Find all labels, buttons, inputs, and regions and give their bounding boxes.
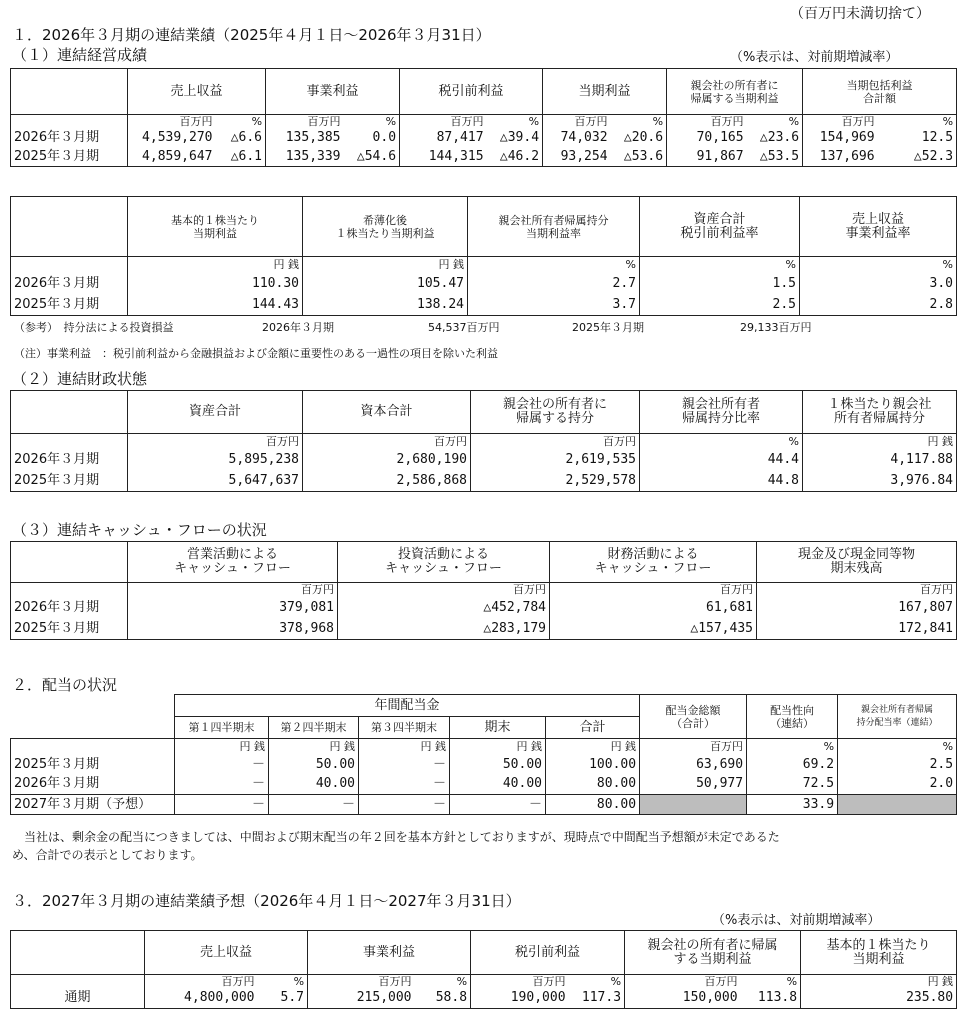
value-cell: 69.2 — [747, 755, 838, 775]
section1-subtitle: （１）連結経営成績 — [12, 46, 148, 64]
unit-cell: 円 銭 — [546, 739, 640, 755]
col-header: 配当性向 （連結） — [747, 695, 838, 739]
value-cell: － — [175, 795, 269, 815]
col-header: 売上収益 — [128, 69, 266, 115]
unit-cell: 百万円 — [338, 583, 550, 598]
value-cell: － — [175, 755, 269, 775]
table-row — [11, 129, 957, 148]
value-cell: 40.00 — [269, 775, 359, 795]
value-cell: 150,000 — [625, 989, 741, 1009]
value-cell: 50,977 — [640, 775, 747, 795]
value-cell: 2,529,578 — [471, 471, 640, 492]
value-cell — [640, 795, 747, 815]
group-header: 年間配当金 — [175, 695, 640, 717]
value-cell: 91,867 — [667, 148, 747, 167]
value-cell: 215,000 — [308, 989, 415, 1009]
unit-cell: 円 銭 — [128, 257, 303, 274]
value-cell: 137,696 — [803, 148, 878, 167]
unit-cell: 百万円 — [400, 115, 487, 129]
dividend-table — [10, 694, 957, 815]
unit-cell: 百万円 — [266, 115, 344, 129]
col-header: 親会社の所有者に 帰属する持分 — [471, 391, 640, 434]
col-header: 親会社所有者 帰属持分比率 — [640, 391, 803, 434]
table-row — [11, 619, 957, 640]
value-cell: 379,081 — [128, 598, 338, 619]
col-header: 配当金総額 （合計） — [640, 695, 747, 739]
footnote: （注）事業利益 ：税引前利益から金融損益および金額に重要性のある一過性の項目を除いた利益 — [14, 347, 498, 360]
value-cell: 2,619,535 — [471, 450, 640, 471]
value-cell: － — [175, 775, 269, 795]
value-cell: △6.1 — [216, 148, 266, 167]
value-cell: △54.6 — [344, 148, 400, 167]
unit-cell: % — [468, 257, 640, 274]
row-label: 2025年３月期 — [11, 471, 128, 492]
value-cell: 80.00 — [546, 775, 640, 795]
reference-value-1: 54,537百万円 — [428, 321, 500, 334]
col-header: 基本的１株当たり 当期利益 — [128, 197, 303, 257]
table-row — [11, 795, 957, 815]
col-header: 税引前利益 — [471, 931, 625, 975]
unit-cell: 円 銭 — [175, 739, 269, 755]
value-cell: 235.80 — [801, 989, 957, 1009]
col-header: 税引前利益 — [400, 69, 543, 115]
table-row — [11, 471, 957, 492]
cash-flow-table — [10, 541, 957, 640]
value-cell: 72.5 — [747, 775, 838, 795]
value-cell: △53.5 — [747, 148, 803, 167]
value-cell: 2.5 — [640, 295, 800, 316]
value-cell: 3.0 — [800, 274, 957, 295]
unit-cell: 百万円 — [667, 115, 747, 129]
unit-cell: % — [878, 115, 957, 129]
col-header: 親会社所有者帰属持分 当期利益率 — [468, 197, 640, 257]
unit-cell: % — [216, 115, 266, 129]
per-share-table — [10, 196, 957, 316]
value-cell: 5,895,238 — [128, 450, 303, 471]
value-cell: 105.47 — [303, 274, 468, 295]
col-header: 第２四半期末 — [269, 717, 359, 739]
value-cell: 50.00 — [450, 755, 546, 775]
col-header: 親会社所有者帰属 持分配当率（連結） — [838, 695, 957, 739]
value-cell: 87,417 — [400, 129, 487, 148]
value-cell: 135,339 — [266, 148, 344, 167]
value-cell: 172,841 — [757, 619, 957, 640]
value-cell: 144.43 — [128, 295, 303, 316]
value-cell: 4,117.88 — [803, 450, 957, 471]
value-cell: 12.5 — [878, 129, 957, 148]
unit-cell: 百万円 — [625, 975, 741, 989]
value-cell: 100.00 — [546, 755, 640, 775]
pct-note: （%表示は、対前期増減率） — [730, 50, 899, 65]
unit-cell: % — [344, 115, 400, 129]
value-cell: 2.7 — [468, 274, 640, 295]
col-header: 資産合計 税引前利益率 — [640, 197, 800, 257]
value-cell: 3,976.84 — [803, 471, 957, 492]
forecast-title: ３．2027年３月期の連結業績予想（2026年４月１日～2027年３月31日） — [12, 892, 521, 910]
unit-cell: 百万円 — [471, 975, 569, 989]
row-label: 2026年３月期 — [11, 274, 128, 295]
unit-cell: 百万円 — [128, 434, 303, 450]
value-cell: 5,647,637 — [128, 471, 303, 492]
unit-cell: % — [640, 434, 803, 450]
header-blank — [11, 69, 128, 115]
dividend-title: ２．配当の状況 — [12, 676, 118, 694]
col-header: 資産合計 — [128, 391, 303, 434]
unit-cell: % — [640, 257, 800, 274]
unit-note: （百万円未満切捨て） — [790, 6, 930, 22]
value-cell: △39.4 — [487, 129, 543, 148]
value-cell: 2,680,190 — [303, 450, 471, 471]
unit-cell: 百万円 — [543, 115, 611, 129]
value-cell: 3.7 — [468, 295, 640, 316]
row-label: 2025年３月期 — [11, 619, 128, 640]
row-label: 2026年３月期 — [11, 129, 128, 148]
value-cell: 4,539,270 — [128, 129, 216, 148]
unit-cell: % — [747, 739, 838, 755]
value-cell: 4,859,647 — [128, 148, 216, 167]
unit-cell: 円 銭 — [269, 739, 359, 755]
value-cell: － — [359, 775, 450, 795]
value-cell: 0.0 — [344, 129, 400, 148]
value-cell: 113.8 — [741, 989, 801, 1009]
value-cell: 4,800,000 — [145, 989, 258, 1009]
value-cell: － — [450, 795, 546, 815]
reference-period-2: 2025年３月期 — [572, 321, 644, 334]
unit-cell: % — [838, 739, 957, 755]
unit-cell: 円 銭 — [303, 257, 468, 274]
value-cell: 190,000 — [471, 989, 569, 1009]
value-cell: － — [359, 755, 450, 775]
value-cell: 93,254 — [543, 148, 611, 167]
unit-cell: 百万円 — [471, 434, 640, 450]
table-row — [11, 450, 957, 471]
unit-cell: 百万円 — [308, 975, 415, 989]
table-row — [11, 295, 957, 316]
value-cell: 33.9 — [747, 795, 838, 815]
col-header: 営業活動による キャッシュ・フロー — [128, 542, 338, 583]
value-cell: 44.8 — [640, 471, 803, 492]
unit-cell: 円 銭 — [801, 975, 957, 989]
value-cell: 110.30 — [128, 274, 303, 295]
value-cell: 1.5 — [640, 274, 800, 295]
col-header: 期末 — [450, 717, 546, 739]
row-label: 通期 — [11, 989, 145, 1009]
value-cell: △6.6 — [216, 129, 266, 148]
col-header: 第１四半期末 — [175, 717, 269, 739]
table-row — [11, 989, 957, 1009]
forecast-table — [10, 930, 957, 1009]
value-cell: 40.00 — [450, 775, 546, 795]
value-cell: 44.4 — [640, 450, 803, 471]
dividend-note-2: め、合計での表示としております。 — [12, 848, 203, 862]
col-header: 投資活動による キャッシュ・フロー — [338, 542, 550, 583]
table-row — [11, 148, 957, 167]
value-cell: 167,807 — [757, 598, 957, 619]
unit-cell: 百万円 — [550, 583, 757, 598]
value-cell — [838, 795, 957, 815]
value-cell: 154,969 — [803, 129, 878, 148]
value-cell: △452,784 — [338, 598, 550, 619]
table-row — [11, 598, 957, 619]
unit-cell: % — [800, 257, 957, 274]
unit-cell: % — [415, 975, 471, 989]
value-cell: 5.7 — [258, 989, 308, 1009]
value-cell: 2.0 — [838, 775, 957, 795]
unit-cell: 円 銭 — [803, 434, 957, 450]
value-cell: △46.2 — [487, 148, 543, 167]
unit-cell: % — [258, 975, 308, 989]
unit-cell: % — [569, 975, 625, 989]
col-header: 売上収益 — [145, 931, 308, 975]
col-header: 親会社の所有者に帰属 する当期利益 — [625, 931, 801, 975]
section3-subtitle: （３）連結キャッシュ・フローの状況 — [12, 521, 267, 539]
table-row — [11, 775, 957, 795]
col-header: 当期包括利益 合計額 — [803, 69, 957, 115]
value-cell: △53.6 — [611, 148, 667, 167]
col-header: １株当たり親会社 所有者帰属持分 — [803, 391, 957, 434]
unit-cell: 百万円 — [128, 583, 338, 598]
col-header: 資本合計 — [303, 391, 471, 434]
reference-label: （参考） 持分法による投資損益 — [14, 321, 174, 334]
value-cell: 2.5 — [838, 755, 957, 775]
value-cell: 138.24 — [303, 295, 468, 316]
unit-cell: % — [611, 115, 667, 129]
col-header: 合計 — [546, 717, 640, 739]
col-header: 売上収益 事業利益率 — [800, 197, 957, 257]
row-label: 2025年３月期 — [11, 148, 128, 167]
col-header: 基本的１株当たり 当期利益 — [801, 931, 957, 975]
section2-subtitle: （２）連結財政状態 — [12, 370, 148, 388]
value-cell: 378,968 — [128, 619, 338, 640]
unit-cell: 円 銭 — [450, 739, 546, 755]
unit-cell: 百万円 — [757, 583, 957, 598]
financial-position-table — [10, 390, 957, 492]
row-label: 2026年３月期 — [11, 450, 128, 471]
col-header: 第３四半期末 — [359, 717, 450, 739]
value-cell: 144,315 — [400, 148, 487, 167]
unit-cell: % — [741, 975, 801, 989]
value-cell: 135,385 — [266, 129, 344, 148]
row-label: 2026年３月期 — [11, 775, 175, 795]
col-header: 親会社の所有者に 帰属する当期利益 — [667, 69, 803, 115]
forecast-pct-note: （%表示は、対前期増減率） — [712, 913, 881, 928]
unit-cell: 百万円 — [640, 739, 747, 755]
col-header: 事業利益 — [308, 931, 471, 975]
value-cell: － — [269, 795, 359, 815]
value-cell: △52.3 — [878, 148, 957, 167]
col-header: 当期利益 — [543, 69, 667, 115]
unit-cell: 円 銭 — [359, 739, 450, 755]
value-cell: 117.3 — [569, 989, 625, 1009]
unit-cell: % — [487, 115, 543, 129]
value-cell: △23.6 — [747, 129, 803, 148]
col-header: 現金及び現金同等物 期末残高 — [757, 542, 957, 583]
value-cell: 61,681 — [550, 598, 757, 619]
value-cell: 2.8 — [800, 295, 957, 316]
row-label: 2027年３月期（予想） — [11, 795, 175, 815]
value-cell: 58.8 — [415, 989, 471, 1009]
results-table — [10, 68, 957, 167]
table-row — [11, 274, 957, 295]
unit-cell: 百万円 — [303, 434, 471, 450]
value-cell: △157,435 — [550, 619, 757, 640]
value-cell: △283,179 — [338, 619, 550, 640]
col-header: 希薄化後 １株当たり当期利益 — [303, 197, 468, 257]
value-cell: 63,690 — [640, 755, 747, 775]
value-cell: △20.6 — [611, 129, 667, 148]
value-cell: 70,165 — [667, 129, 747, 148]
value-cell: － — [359, 795, 450, 815]
value-cell: 74,032 — [543, 129, 611, 148]
unit-cell: 百万円 — [803, 115, 878, 129]
table-row — [11, 755, 957, 775]
value-cell: 80.00 — [546, 795, 640, 815]
unit-cell: 百万円 — [145, 975, 258, 989]
row-label: 2026年３月期 — [11, 598, 128, 619]
row-label: 2025年３月期 — [11, 295, 128, 316]
reference-period-1: 2026年３月期 — [262, 321, 334, 334]
section1-title: １．2026年３月期の連結業績（2025年４月１日～2026年３月31日） — [12, 26, 491, 44]
col-header: 事業利益 — [266, 69, 400, 115]
col-header: 財務活動による キャッシュ・フロー — [550, 542, 757, 583]
dividend-note-1: 当社は、剰余金の配当につきましては、中間および期末配当の年２回を基本方針としておりますが、現時点で中間配当予想額が未定であるた — [12, 830, 780, 844]
value-cell: 2,586,868 — [303, 471, 471, 492]
reference-value-2: 29,133百万円 — [740, 321, 812, 334]
row-label: 2025年３月期 — [11, 755, 175, 775]
value-cell: 50.00 — [269, 755, 359, 775]
unit-cell: 百万円 — [128, 115, 216, 129]
unit-cell: % — [747, 115, 803, 129]
